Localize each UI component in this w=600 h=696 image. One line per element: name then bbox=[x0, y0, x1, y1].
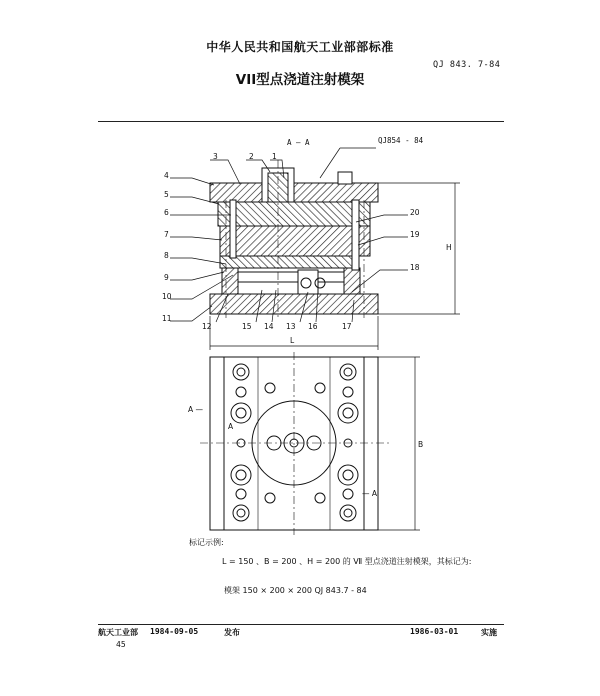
callout-14: 14 bbox=[264, 322, 274, 331]
callout-15: 15 bbox=[242, 322, 252, 331]
callout-13: 13 bbox=[286, 322, 296, 331]
callout-6: 6 bbox=[164, 208, 169, 217]
footer-rule bbox=[98, 624, 504, 625]
implementation-label: 实施 bbox=[481, 628, 497, 637]
section-marker-left: A — bbox=[188, 405, 204, 414]
callout-1: 1 bbox=[272, 152, 277, 161]
implementation-date: 1986-03-01 bbox=[410, 627, 459, 636]
plan-view bbox=[200, 352, 390, 535]
document-title: VII型点浇道注射模架 bbox=[235, 72, 365, 88]
section-marker-small: A bbox=[228, 422, 234, 431]
callout-3: 3 bbox=[213, 152, 218, 161]
section-marker-right: — A bbox=[362, 489, 378, 498]
issue-label: 发布 bbox=[224, 628, 240, 637]
marking-designation: 模架 150 × 200 × 200 QJ 843.7 - 84 bbox=[224, 586, 367, 595]
section-label: A — A bbox=[287, 138, 310, 147]
issuing-organization: 中华人民共和国航天工业部部标准 bbox=[206, 40, 394, 54]
callout-20: 20 bbox=[410, 208, 420, 217]
dimension-b-label: B bbox=[418, 440, 424, 449]
section-view bbox=[210, 160, 378, 318]
reference-standard-label: QJ854 - 84 bbox=[378, 136, 424, 145]
callout-11: 11 bbox=[162, 314, 172, 323]
callout-10: 10 bbox=[162, 292, 172, 301]
callout-7: 7 bbox=[164, 230, 169, 239]
callout-12: 12 bbox=[202, 322, 212, 331]
dimension-h-label: H bbox=[446, 243, 452, 252]
callout-17: 17 bbox=[342, 322, 352, 331]
callout-19: 19 bbox=[410, 230, 420, 239]
callout-16: 16 bbox=[308, 322, 318, 331]
callout-9: 9 bbox=[164, 273, 169, 282]
issuing-body: 航天工业部 bbox=[98, 628, 138, 637]
issue-date: 1984-09-05 bbox=[150, 627, 199, 636]
callout-5: 5 bbox=[164, 190, 169, 199]
standard-code: QJ 843. 7-84 bbox=[433, 60, 501, 70]
page-number: 45 bbox=[116, 640, 126, 649]
dimension-l-label: L bbox=[290, 336, 295, 345]
callout-4: 4 bbox=[164, 171, 169, 180]
callout-2: 2 bbox=[249, 152, 254, 161]
width-dimension bbox=[378, 357, 420, 530]
marking-example-text: L = 150 、B = 200 、H = 200 的 Ⅶ 型点浇道注射模架，其标记为: bbox=[222, 557, 472, 566]
callout-8: 8 bbox=[164, 251, 169, 260]
marking-example-heading: 标记示例: bbox=[189, 538, 224, 547]
callout-18: 18 bbox=[410, 263, 420, 272]
